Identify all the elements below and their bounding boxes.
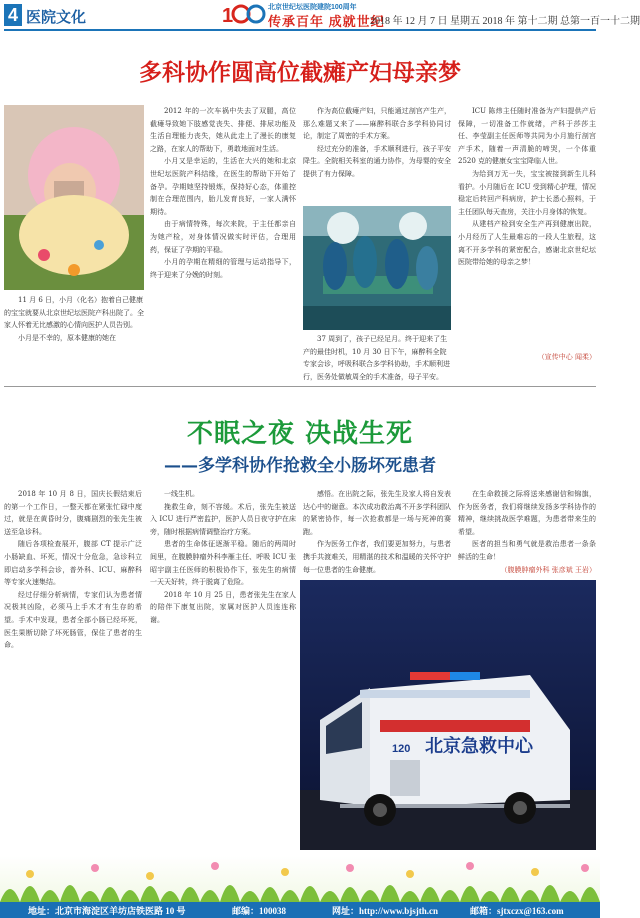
article2-subtitle: ——多学科协作抢救全小肠坏死患者 <box>164 456 436 476</box>
article2-title: 不眠之夜 决战生死 <box>186 419 414 449</box>
footer-website[interactable]: 网址：http://www.bjsjth.cn <box>332 906 439 916</box>
article-paragraph: 感悟。在出院之际，张先生及家人将自发表达心中的谢意。本次成功救治离不开多学科团队的紧密协作，每一次抢救都是一场与死神的赛跑。 <box>303 490 451 536</box>
article-paragraph: ICU 陈炜主任随时准备为产妇提供产后保障，一切准备工作就绪，产科于莎莎主任、李莹副主任医师等共同为小月施行剖宫产手术，随着一声清脆的啼哭，一个体重 2520 克的健康女宝宝降临人世。 <box>458 107 596 166</box>
footer-bar <box>0 902 600 918</box>
article1-column-4 <box>458 105 596 345</box>
article-paragraph: 经过仔细分析病情，专家们认为患者情况极其凶险，必须马上手术才有生存的希望。手术中发现，患者全部小肠已经坏死，医生果断切除了坏死肠管，保住了患者的生命。 <box>4 590 142 650</box>
article-paragraph: 2012 年的一次车祸中失去了双腿，高位截瘫导致她下肢感觉丧失、排便、排尿功能及生活自理能力丧失，她从此走上了漫长的康复之路，在家人的帮助下，勇敢地面对生活。 <box>150 107 296 153</box>
ambulance-phone: 120 <box>392 743 411 755</box>
article2-credit: （腹膜肿瘤外科 张彦斌 王岩） <box>500 566 596 574</box>
caption-paragraph: 小月是不幸的，原本健康的她在 <box>18 333 116 342</box>
article1-caption-2 <box>303 333 451 385</box>
ambulance-text: 北京急救中心 <box>425 736 533 757</box>
baby-photo <box>4 105 144 290</box>
article-paragraph: 2018 年 10 月 8 日，国庆长假结束后的第一个工作日，一整天都在紧张忙碌中度过，就是在黄昏时分，腹痛剧烈的张先生被送至急诊科。 <box>4 490 142 536</box>
article1-credit: （宣传中心 闻柔） <box>537 353 596 361</box>
article-paragraph: 一线生机。 <box>164 490 199 498</box>
article-paragraph: 作为医务工作者，我们要更加努力，与患者携手共渡难关，用精湛的技术和温暖的关怀守护每一位患者的生命健康。 <box>303 540 451 574</box>
ambulance-photo <box>300 580 596 850</box>
centenary-logo-icon <box>222 2 266 26</box>
svg-text:1: 1 <box>222 5 234 27</box>
article-paragraph: 为给到万无一失，宝宝被接到新生儿科看护。小月随后在 ICU 受到精心护理，情况稳定后转回产科病房，护士长悉心照料，于主任团队每天查房，关注小月身体的恢复。 <box>458 169 596 216</box>
caption-paragraph: 37 周到了，孩子已经足月。终于迎来了生产的最佳时机，10 月 30 日下午，麻醉科全院专家会诊，呼吸科联合多学科协助，手术顺利进行，医务处做敏周全的手术准备，母子平安。 <box>303 335 450 381</box>
article2-column-3 <box>303 488 451 580</box>
slogan: 传承百年 成就世纪 <box>268 14 385 29</box>
article2-column-1 <box>4 488 142 846</box>
article1-column-3 <box>303 105 451 203</box>
article-paragraph: 随后各项检查展开，腹部 CT 提示广泛小肠缺血、坏死，情况十分危急，急诊科立即启动多学科会诊，普外科、ICU、麻醉科等专家火速集结。 <box>4 540 142 587</box>
footer-email[interactable]: 邮箱：sjtxczx@163.com <box>470 906 564 916</box>
article1-column-2 <box>150 105 296 383</box>
footer-flower-strip <box>0 856 600 902</box>
article1-caption <box>4 294 144 386</box>
article-paragraph: 挽救生命，刻不容缓。术后，张先生被送入 ICU 进行严密监护，医护人员日夜守护在床旁，随时根据病情调整治疗方案。 <box>150 502 296 536</box>
dateline: 2018 年 12 月 7 日 星期五 2018 年 第十二期 总第一百一十二期 <box>370 16 640 27</box>
article2-column-4 <box>458 488 596 560</box>
article-paragraph: 2018 年 10 月 25 日，患者张先生在家人的陪伴下康复出院，家属对医护人员连连称谢。 <box>150 590 296 624</box>
article-paragraph: 小月又是幸运的，生活在大兴的她和北京世纪坛医院产科结缘，在医生的帮助下开始了备孕。孕期她坚持锻炼，保持好心态，体重控制在合理范围内，胎儿发育良好，一家人满怀期待。 <box>150 157 296 216</box>
page-header <box>0 0 640 34</box>
flower-decoration-icon <box>26 862 589 880</box>
article-paragraph: 作为高位截瘫产妇，只能通过剖宫产生产，那么难题又来了——麻醉科联合多学科协同讨论，制定了周密的手术方案。 <box>303 107 451 141</box>
footer-postcode: 邮编：100038 <box>232 906 287 916</box>
section-title: 医院文化 <box>26 10 87 26</box>
article2-column-2 <box>150 488 296 674</box>
article-paragraph: 患者的生命体征逐渐平稳。随后的两周时间里，在腹膜肿瘤外科李雁主任、呼吸 ICU 张昭宇副主任医师的积极协作下，张先生的病情一天天好转，终于脱离了危险。 <box>150 540 296 587</box>
operating-room-photo <box>303 206 451 330</box>
article-paragraph: 经过充分的准备，手术顺利进行，孩子平安降生。全院相关科室的通力协作，为母婴的安全提供了有力保障。 <box>303 144 451 178</box>
article-paragraph: 小月的孕期在精细的管理与运动指导下，终于迎来了分娩的时刻。 <box>150 258 296 279</box>
article-paragraph: 医者的担当和勇气就是救治患者一条条鲜活的生命！ <box>458 540 596 561</box>
article-paragraph: 由于病情特殊，每次来院，于主任都亲自为她产检，对身体情况做实时评估，合理用药，保证了孕期的平稳。 <box>150 220 296 254</box>
page-number: 4 <box>4 4 22 26</box>
slogan-top: 北京世纪坛医院建院100周年 <box>268 4 357 11</box>
section-divider <box>4 386 596 387</box>
grass-decoration-icon <box>0 885 600 902</box>
caption-paragraph: 11 月 6 日，小月（化名）抱着自己健康的宝宝就要从北京世纪坛医院产科出院了。全家人怀着无比感激的心情向医护人员告别。 <box>4 296 144 330</box>
footer-address: 地址：北京市海淀区羊坊店铁医路 10 号 <box>28 906 186 916</box>
article1-title: 多科协作圆高位截瘫产妇母亲梦 <box>139 60 461 86</box>
header-rule <box>4 29 596 31</box>
article-paragraph: 在生命救援之际将送来感谢信和锦旗，作为医务者，我们将继续发扬多学科协作的精神，继续挑战医学难题，为患者带来生的希望。 <box>458 490 596 536</box>
article-paragraph: 从建档产检到安全生产再到健康出院，小月经历了人生最难忘的一段人生旅程，这离不开多学科的紧密配合，感谢北京世纪坛医院带给她的母亲之梦！ <box>458 220 596 267</box>
